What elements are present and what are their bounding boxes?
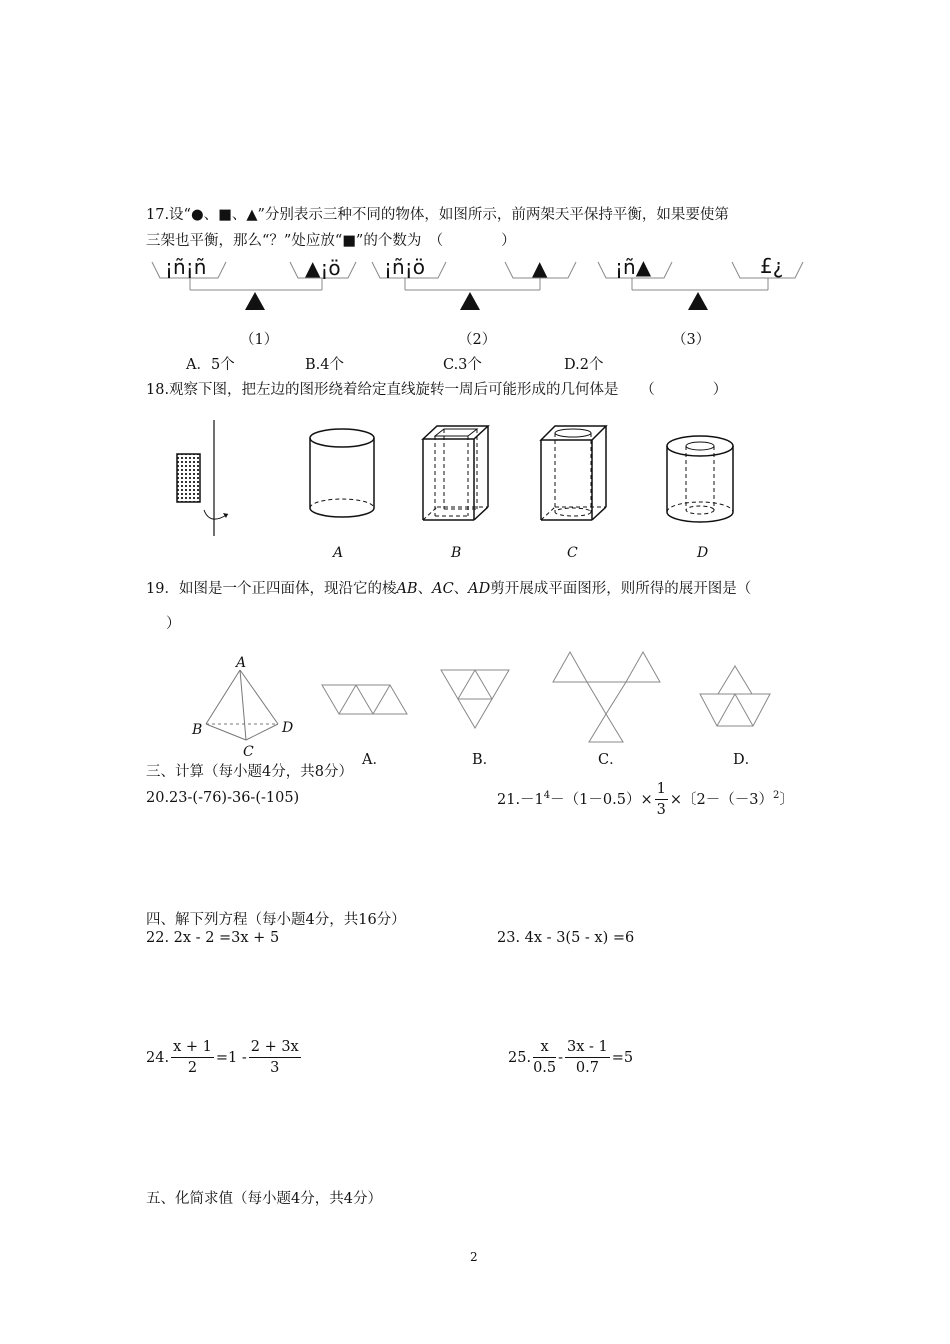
rotating-rectangle-figure bbox=[177, 420, 228, 536]
q19-line1 bbox=[146, 577, 751, 598]
q17-option-d: D.2个 bbox=[564, 357, 604, 373]
q21-exponent-2: 2 bbox=[772, 790, 780, 802]
scale-3-right-pan: £¿ bbox=[760, 254, 784, 278]
q19-text-pre: 19．如图是一个正四面体，现沿它的棱 bbox=[146, 581, 397, 597]
q21-part-1: 21.－1 bbox=[497, 792, 544, 808]
balance-scale-3-drawing bbox=[0, 258, 950, 318]
q19-text-post: 剪开展成平面图形，则所得的展开图是（ bbox=[490, 581, 752, 597]
q18-figures bbox=[0, 412, 950, 542]
scale-2-left-pan: ¡ñ¡ö bbox=[384, 255, 425, 279]
q18-label-d: D bbox=[697, 545, 709, 561]
q25-den-2: 0.7 bbox=[575, 1060, 599, 1076]
q17-line2: 三架也平衡，那么“？”处应放“■”的个数为 （ ） bbox=[146, 233, 516, 249]
q20-expression: 20.23-(-76)-36-(-105) bbox=[146, 790, 300, 806]
q25-fraction-2 bbox=[565, 1038, 610, 1078]
q19-edge-ac: AC bbox=[432, 581, 454, 597]
q18-label-a: A bbox=[333, 545, 344, 561]
q25-equation bbox=[508, 1038, 633, 1078]
option-c-prism-with-cylinder-hole bbox=[541, 426, 606, 520]
q25-right-side: =5 bbox=[611, 1050, 634, 1066]
q24-num-1: x + 1 bbox=[171, 1038, 214, 1058]
q17-option-c: C.3个 bbox=[443, 357, 482, 373]
q25-label: 25. bbox=[508, 1050, 532, 1066]
q24-den-1: 2 bbox=[187, 1060, 198, 1076]
vertex-label-b: B bbox=[192, 722, 203, 738]
scale-1-right-pan: ▲¡ö bbox=[305, 256, 341, 280]
tetrahedron-figure bbox=[206, 670, 278, 740]
q24-fraction-2 bbox=[249, 1038, 301, 1078]
q25-den-1: 0.5 bbox=[533, 1060, 557, 1076]
q21-fraction-den: 3 bbox=[656, 802, 666, 818]
option-b-hollow-prism bbox=[423, 426, 488, 520]
q24-den-2: 3 bbox=[270, 1060, 280, 1076]
q25-fraction-1 bbox=[533, 1038, 556, 1078]
vertex-label-c: C bbox=[243, 744, 254, 760]
section-5-title: 五、化简求值（每小题4分，共4分） bbox=[146, 1191, 382, 1207]
section-4-title: 四、解下列方程（每小题4分，共16分） bbox=[146, 912, 406, 928]
q24-label: 24. bbox=[146, 1050, 170, 1066]
q18-label-c: C bbox=[567, 545, 578, 561]
q24-num-2: 2 + 3x bbox=[249, 1038, 301, 1058]
q25-minus: - bbox=[558, 1050, 564, 1066]
q17-option-a: A．5个 bbox=[186, 357, 235, 373]
option-d-hollow-cylinder bbox=[667, 436, 733, 522]
q23-equation: 23. 4x - 3(5 - x) =6 bbox=[497, 930, 635, 946]
option-a-cylinder bbox=[310, 429, 374, 517]
q19-edge-ab: AB bbox=[396, 581, 418, 597]
scale-2-caption: （2） bbox=[458, 332, 497, 348]
q18-label-b: B bbox=[451, 545, 462, 561]
q19-option-d: D． bbox=[733, 752, 760, 768]
q18-text: 18.观察下图，把左边的图形绕着给定直线旋转一周后可能形成的几何体是 （ ） bbox=[146, 382, 728, 398]
q19-option-a: A． bbox=[362, 752, 387, 768]
net-option-c bbox=[553, 652, 660, 742]
scale-1-caption: （1） bbox=[240, 332, 279, 348]
net-option-b bbox=[441, 670, 509, 728]
net-option-a bbox=[322, 685, 407, 714]
q25-num-1: x bbox=[533, 1038, 556, 1058]
section-3-title: 三、计算（每小题4分，共8分） bbox=[146, 764, 353, 780]
q19-option-b: B． bbox=[472, 752, 498, 768]
q24-middle: =1 - bbox=[215, 1050, 247, 1066]
q19-sep-2: 、 bbox=[453, 581, 469, 597]
scale-1-left-pan: ¡ñ¡ñ bbox=[165, 255, 207, 279]
vertex-label-a: A bbox=[236, 655, 247, 671]
q21-fraction-num: 1 bbox=[655, 780, 668, 800]
q17-option-b: B.4个 bbox=[305, 357, 344, 373]
q21-expression bbox=[497, 780, 794, 820]
q21-part-2: －（1－0.5）× bbox=[550, 792, 653, 808]
scale-3-left-pan: ¡ñ▲ bbox=[615, 255, 652, 279]
page-number: 2 bbox=[470, 1250, 478, 1264]
q19-sep-1: 、 bbox=[417, 581, 433, 597]
q22-equation: 22. 2x - 2 =3x + 5 bbox=[146, 930, 280, 946]
q19-edge-ad: AD bbox=[468, 581, 491, 597]
q17-line1: 17.设“●、■、▲”分别表示三种不同的物体，如图所示，前两架天平保持平衡，如果要使第 bbox=[146, 207, 729, 223]
q25-num-2: 3x - 1 bbox=[565, 1038, 610, 1058]
q21-part-4: 〕 bbox=[779, 792, 794, 808]
q21-fraction bbox=[655, 780, 668, 820]
q24-equation bbox=[146, 1038, 303, 1078]
vertex-label-d: D bbox=[282, 720, 294, 736]
net-option-d bbox=[700, 666, 770, 726]
q19-option-c: C． bbox=[598, 752, 624, 768]
scale-3-caption: （3） bbox=[672, 332, 711, 348]
q19-line2: ） bbox=[166, 616, 181, 632]
q19-figures bbox=[0, 648, 950, 758]
q24-fraction-1 bbox=[171, 1038, 214, 1078]
q21-exponent-1: 4 bbox=[543, 790, 551, 802]
scale-2-right-pan: ▲ bbox=[532, 256, 548, 280]
q21-part-3: ×〔2－（－3） bbox=[669, 792, 773, 808]
